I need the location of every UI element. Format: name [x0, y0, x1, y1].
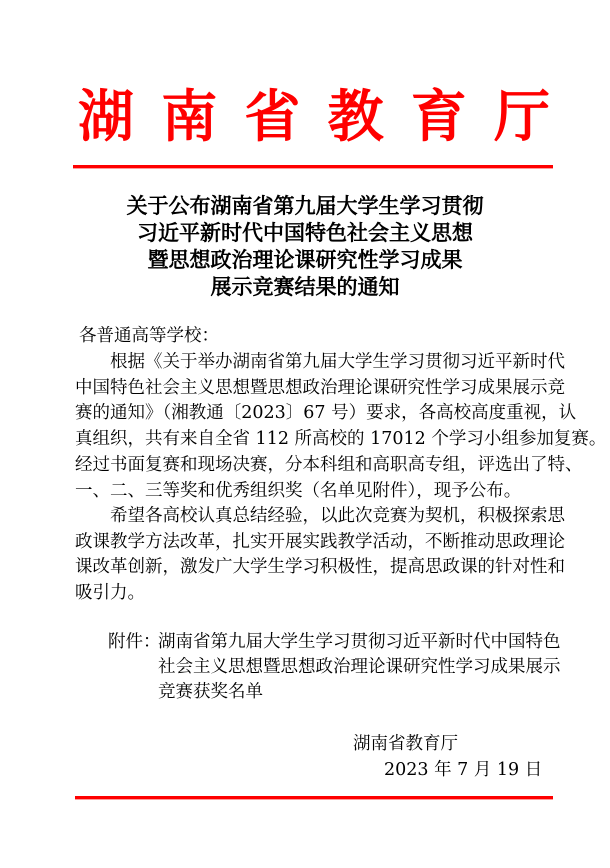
signature-org: 湖南省教育厅	[353, 734, 458, 754]
signature-date: 2023 年 7 月 19 日	[384, 760, 543, 780]
body-line: 经过书面复赛和现场决赛，分本科组和高职高专组，评选出了特、	[75, 455, 583, 475]
title-line: 展示竞赛结果的通知	[210, 274, 400, 299]
salutation: 各普通高等学校：	[79, 326, 219, 346]
document-title	[60, 192, 550, 300]
body-line: 吸引力。	[75, 583, 145, 603]
body-line: 根据《关于举办湖南省第九届大学生学习贯彻习近平新时代	[110, 352, 565, 372]
attachment-line: 社会主义思想暨思想政治理论课研究性学习成果展示	[158, 657, 561, 677]
body-line: 真组织，共有来自全省 112 所高校的 17012 个学习小组参加复赛。	[75, 429, 607, 449]
body-line: 希望各高校认真总结经验，以此次竞赛为契机，积极探索思	[110, 506, 565, 526]
letterhead-org-name: 湖南省教育厅	[78, 84, 550, 150]
body-line: 中国特色社会主义思想暨思想政治理论课研究性学习成果展示竞	[75, 378, 565, 398]
title-line: 习近平新时代中国特色社会主义思想	[137, 220, 473, 245]
body-line: 政课教学方法改革，扎实开展实践教学活动，不断推动思政理论	[75, 532, 565, 552]
attachment-line: 竞赛获奖名单	[158, 682, 263, 702]
attachment-label: 附件：	[108, 632, 161, 652]
body-line: 课改革创新，激发广大学生学习积极性，提高思政课的针对性和	[75, 557, 565, 577]
body-line: 一、二、三等奖和优秀组织奖（名单见附件），现予公布。	[75, 481, 522, 501]
top-red-divider	[73, 165, 553, 169]
bottom-red-divider	[75, 796, 553, 800]
title-line: 暨思想政治理论课研究性学习成果	[147, 247, 463, 272]
title-line: 关于公布湖南省第九届大学生学习贯彻	[126, 193, 484, 218]
attachment-line: 湖南省第九届大学生学习贯彻习近平新时代中国特色	[158, 632, 561, 652]
body-line: 赛的通知》（湘教通〔2023〕67 号）要求，各高校高度重视，认	[75, 403, 577, 423]
